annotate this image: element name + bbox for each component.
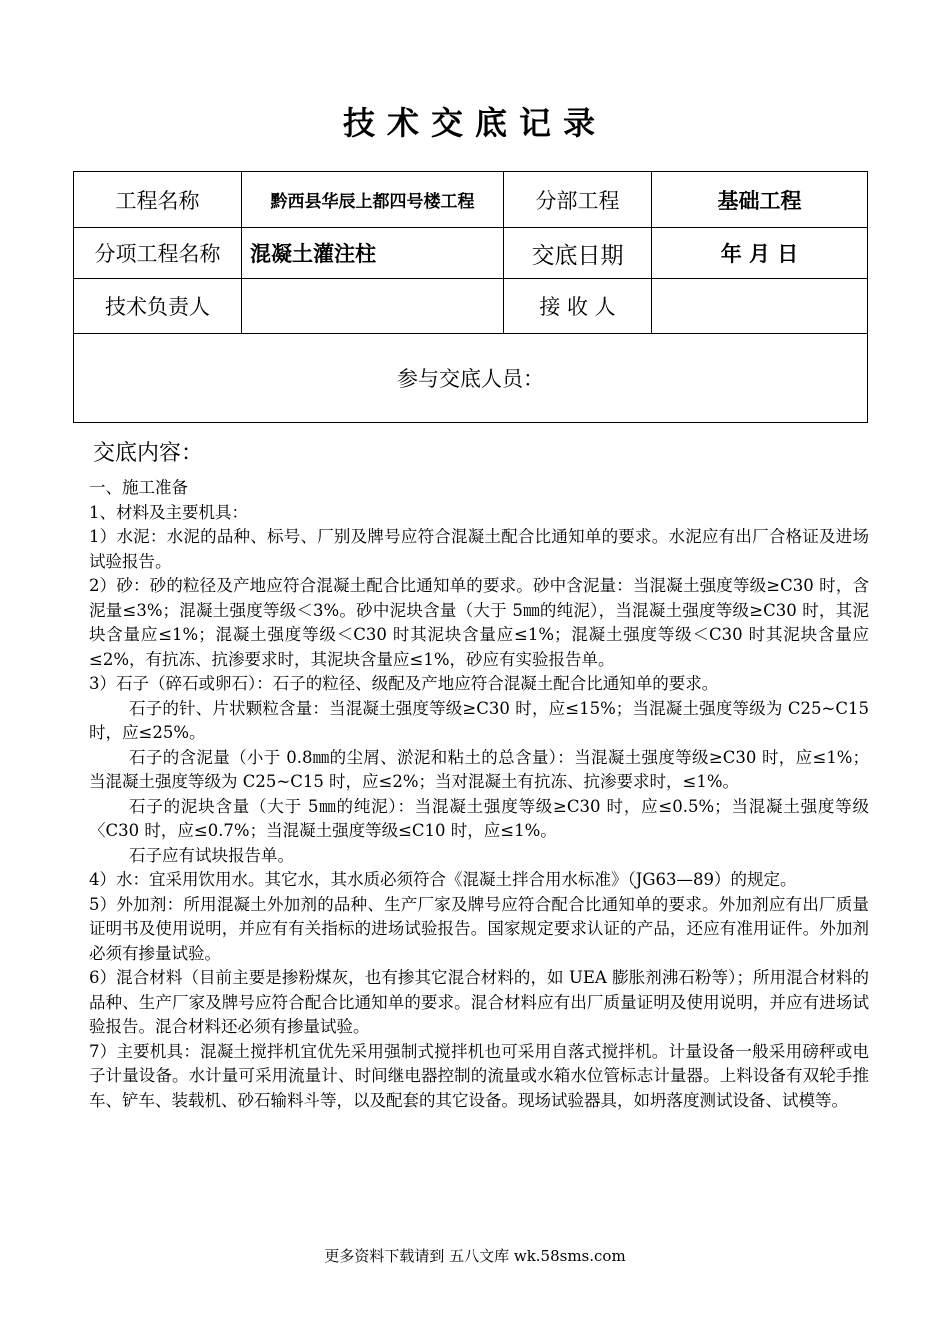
paragraph: 5）外加剂：所用混凝土外加剂的品种、生产厂家及牌号应符合配合比通知单的要求。外加剂应有出厂质量证明书及使用说明，并应有有关指标的进场试验报告。国家规定要求认证的产品，还应有准用证件。外加剂必须有掺量试验。 (89, 894, 869, 963)
receiver-value (652, 279, 868, 334)
paragraph: 7）主要机具：混凝土搅拌机宜优先采用强制式搅拌机也可采用自落式搅拌机。计量设备一般采用磅秤或电子计量设备。水计量可采用流量计、时间继电器控制的流量或水箱水位管标志计量器。上料设备有双轮手推车、铲车、装载机、砂石输料斗等，以及配套的其它设备。现场试验器具，如坍落度测试设备、试模等。 (89, 1041, 869, 1110)
division-value: 基础工程 (652, 172, 868, 228)
paragraph: 石子应有试块报告单。 (129, 845, 294, 865)
division-label: 分部工程 (504, 172, 652, 228)
content-body (89, 476, 869, 1113)
paragraph: 石子的含泥量（小于 0.8㎜的尘屑、淤泥和粘土的总含量）：当混凝土强度等级≥C30 时，应≤1%；当混凝土强度等级为 C25~C15 时，应≤2%；当对混凝土有抗冻、抗渗要求时，≤1%。 (89, 747, 869, 791)
footer-text: 更多资料下载请到 五八文库 wk.58sms.com (324, 1247, 626, 1265)
subitem-label: 分项工程名称 (74, 228, 242, 279)
subitem-value: 混凝土灌注柱 (242, 228, 504, 279)
paragraph: 3）石子（碎石或卵石）：石子的粒径、级配及产地应符合混凝土配合比通知单的要求。 (89, 674, 719, 693)
paragraph: 1）水泥：水泥的品种、标号、厂别及牌号应符合混凝土配合比通知单的要求。水泥应有出厂合格证及进场试验报告。 (89, 527, 869, 571)
info-table (73, 171, 868, 423)
tech-lead-value (242, 279, 504, 334)
document-title: 技术交底记录 (342, 104, 607, 142)
paragraph: 4）水：宜采用饮用水。其它水，其水质必须符合《混凝土拌合用水标准》（JG63—89）的规定。 (89, 870, 797, 889)
date-label: 交底日期 (504, 228, 652, 279)
paragraph: 石子的针、片状颗粒含量：当混凝土强度等级≥C30 时，应≤15%；当混凝土强度等级为 C25~C15 时，应≤25%。 (89, 698, 869, 742)
project-name-value: 黔西县华辰上都四号楼工程 (242, 172, 504, 228)
paragraph: 2）砂：砂的粒径及产地应符合混凝土配合比通知单的要求。砂中含泥量：当混凝土强度等级≥C30 时，含泥量≤3%；混凝土强度等级＜3%。砂中泥块含量（大于 5㎜的纯泥），当混凝土强度等级≥C30 时，其泥块含量应≤1%；混凝土强度等级＜C30 时其泥块含量应≤1%；混凝土强度等级＜C30 时其泥块含量应≤2%，有抗冻、抗渗要求时，其泥块含量应≤1%，砂应有实验报告单。 (89, 576, 869, 669)
project-name-label: 工程名称 (74, 172, 242, 228)
paragraph: 6）混合材料（目前主要是掺粉煤灰，也有掺其它混合材料的，如 UEA 膨胀剂沸石粉等）；所用混合材料的品种、生产厂家及牌号应符合配合比通知单的要求。混合材料应有出厂质量证明及使用说明，并应有进场试验报告。混合材料还必须有掺量试验。 (89, 968, 869, 1036)
date-value: 年 月 日 (652, 228, 868, 279)
participants-label: 参与交底人员： (74, 334, 868, 423)
content-heading: 交底内容： (93, 441, 204, 466)
receiver-label: 接 收 人 (504, 279, 652, 334)
tech-lead-label: 技术负责人 (74, 279, 242, 334)
paragraph: 1、材料及主要机具： (89, 502, 248, 522)
paragraph: 一、施工准备 (89, 478, 188, 497)
paragraph: 石子的泥块含量（大于 5㎜的纯泥）：当混凝土强度等级≥C30 时，应≤0.5%；当混凝土强度等级〈C30 时，应≤0.7%；当混凝土强度等级≤C10 时，应≤1%。 (89, 796, 869, 840)
